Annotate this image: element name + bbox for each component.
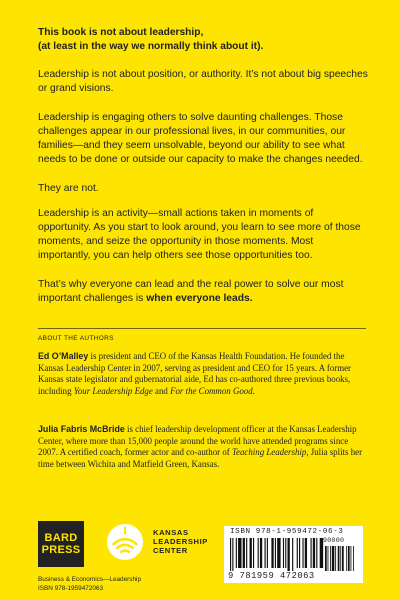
bard-logo-line-2: PRESS (41, 544, 81, 556)
isbn-barcode (224, 526, 363, 583)
cover-heading (38, 26, 368, 54)
about-authors-label: ABOUT THE AUTHORS (38, 335, 114, 342)
blurb-paragraph-5 (38, 278, 368, 306)
klc-line-1: KANSAS (153, 528, 189, 537)
author-1-bio-text-b: and (152, 385, 171, 396)
author-1-bio-text-a: is president and CEO of the Kansas Health Foundation. He founded the Kansas Leadership Center in 2007, serving as president and CEO for 15 years. A former Kansas state legislator and gubernatorial aide, Ed has co-authored three previous books, including (38, 351, 352, 396)
heading-line-1: This book is not about leadership, (38, 27, 204, 38)
closing-emphasis: when everyone leads. (146, 293, 253, 304)
author-1-bio-text-c: . (252, 385, 255, 396)
author-2-bio-text-a: is chief leadership development officer at the Kansas Leadership Center, where more than 15,000 people around the world have attended programs since 2007. A certified coach, former actor and co-author of (38, 424, 357, 458)
barcode-digits: 9 781959 472063 (228, 571, 315, 581)
isbn-label: ISBN 978-1-959472-06-3 (230, 528, 344, 536)
kansas-leadership-center-logo (106, 523, 216, 563)
author-bio-1 (38, 351, 368, 397)
author-1-name: Ed O’Malley (38, 351, 89, 361)
blurb-paragraph-2: Leadership is engaging others to solve daunting challenges. Those challenges appear in our professional lives, in our communities, our families—and they seem unsolvable, beyond our ability to see what needs to be done or outside our capacity to make the changes needed. (38, 112, 363, 165)
klc-emblem-icon (106, 523, 144, 561)
author-2-name: Julia Fabris McBride (38, 424, 125, 434)
bard-press-logo (38, 521, 84, 567)
bard-logo-line-1: BARD (44, 532, 78, 544)
category-block (38, 575, 141, 593)
author-2-bio-text-b: , Julia splits her time between Wichita and Matfield Green, Kansas. (38, 447, 363, 469)
category-subject: Business & Economics—Leadership (38, 576, 142, 583)
heading-line-2: (at least in the way we normally think about it). (38, 41, 264, 52)
author-bio-2 (38, 424, 368, 470)
klc-wordmark (153, 528, 223, 555)
author-1-book-2: For the Common Good (170, 385, 253, 396)
blurb-paragraph-4: Leadership is an activity—small actions taken in moments of opportunity. As you start to look around, you learn to see more of those moments, and seize the opportunity in those moments. Most importantly, you can help others see those opportunities too. (38, 208, 361, 261)
barcode-bars-icon (230, 538, 361, 571)
klc-line-2: LEADERSHIP (153, 537, 208, 546)
blurb-paragraph-1: Leadership is not about position, or authority. It’s not about big speeches or grand visions. (38, 69, 368, 94)
price-code: 90000 (323, 537, 345, 544)
author-1-book-1: Your Leadership Edge (73, 385, 153, 396)
klc-line-3: CENTER (153, 546, 188, 555)
closing-text: That’s why everyone can lead and the real power to solve our most important challenges is (38, 279, 344, 304)
author-2-book: Teaching Leadership (231, 447, 307, 458)
blurb-paragraph-3: They are not. (38, 183, 99, 194)
category-isbn: ISBN 978-1959472063 (38, 585, 104, 592)
section-divider (38, 328, 366, 329)
